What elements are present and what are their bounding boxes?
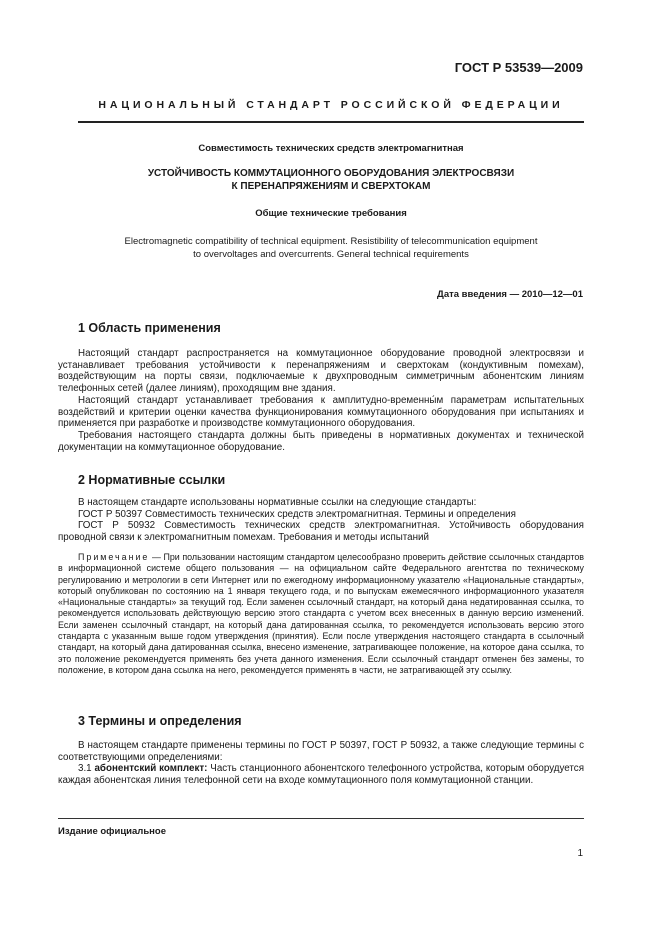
title-main-line1: УСТОЙЧИВОСТЬ КОММУТАЦИОННОГО ОБОРУДОВАНИЯ ЭЛЕКТРОСВЯЗИ <box>147 168 515 179</box>
section-1-body <box>58 348 584 453</box>
section-1-heading: 1 Область применения <box>78 321 221 335</box>
introduction-date: Дата введения — 2010—12—01 <box>437 289 583 300</box>
term-name: абонентский комплект: <box>94 763 208 775</box>
section-3-paragraph-1: В настоящем стандарте применены термины по ГОСТ Р 50397, ГОСТ Р 50932, а также следующие термины с соответствующими определениями: <box>58 740 584 763</box>
footer-rule <box>58 818 584 819</box>
national-standard-title: НАЦИОНАЛЬНЫЙ СТАНДАРТ РОССИЙСКОЙ ФЕДЕРАЦИИ <box>98 99 564 111</box>
title-subtitle: Общие технические требования <box>255 208 407 219</box>
section-1-paragraph-3: Требования настоящего стандарта должны быть приведены в нормативных документах и технической документации на коммутационное оборудование. <box>58 429 584 453</box>
section-3-body <box>58 740 584 787</box>
title-english-line1: Electromagnetic compatibility of technical equipment. Resistibility of telecommunication equipment <box>124 236 538 247</box>
note-text: — При пользовании настоящим стандартом целесообразно проверить действие ссылочных стандартов в информационной системе общего пользования — на официальном сайте Федерального агентства по техническому регулированию и метрологии в сети Интернет или по ежегодному информационному указателю «Национальные стандарты», который опубликован по состоянию на 1 января текущего года, и по выпускам ежемесячного информационного указателя «Национальные стандарты» за текущий год. Если заменен ссылочный стандарт, на который дана недатированная ссылка, то рекомендуется использовать действующую версию этого стандарта с учетом всех внесенных в данную версию изменений. Если заменен ссылочный стандарт, на который дана датированная ссылка, то рекомендуется использовать версию этого стандарта с указанным выше годом утверждения (принятия). Если после утверждения настоящего стандарта в ссылочный стандарт, на который дана датированная ссылка, внесено изменение, затрагивающее положение, на которое дана ссылка, то это положение рекомендуется применять без учета данного изменения. Если ссылочный стандарт отменен без замены, то положение, в котором дана ссылка на него, рекомендуется применять в части, не затрагивающей эту ссылку. <box>58 552 584 675</box>
note-label: Примечание <box>78 552 150 562</box>
section-2-reference-1: ГОСТ Р 50397 Совместимость технических средств электромагнитная. Термины и определения <box>78 508 516 520</box>
section-1-paragraph-1: Настоящий стандарт распространяется на коммутационное оборудование проводной электросвязи и устанавливает требования устойчивости к перенапряжениям и сверхтокам (кондуктивным помехам), воздействующим на порты связи, подключаемые к двухпроводным симметричным абонентским линиям телефонных сетей (далее линиям), проходящим вне здания. <box>58 348 584 395</box>
section-2-paragraph-1: В настоящем стандарте использованы нормативные ссылки на следующие стандарты: <box>78 497 477 508</box>
title-main-line2: К ПЕРЕНАПРЯЖЕНИЯМ И СВЕРХТОКАМ <box>231 181 431 192</box>
section-2-heading: 2 Нормативные ссылки <box>78 473 226 487</box>
term-number: 3.1 <box>78 763 95 775</box>
title-english-line2: to overvoltages and overcurrents. General technical requirements <box>193 249 469 260</box>
page-number: 1 <box>577 848 583 859</box>
edition-label: Издание официальное <box>58 826 166 837</box>
title-english <box>78 235 584 261</box>
standard-number: ГОСТ Р 53539—2009 <box>454 60 583 75</box>
title-subject: Совместимость технических средств электромагнитная <box>198 143 464 154</box>
section-2-note <box>58 552 584 676</box>
section-2-reference-2: ГОСТ Р 50932 Совместимость технических средств электромагнитная. Устойчивость оборудования проводной связи к электромагнитным помехам. Требования и методы испытаний <box>58 520 584 544</box>
section-2-body <box>58 497 584 544</box>
term-definition: Часть станционного абонентского телефонного устройства, которым оборудуется каждая абонентская линия телефонной сети на входе коммутационного поля коммутационной станции. <box>58 763 584 787</box>
title-main <box>78 167 584 193</box>
term-3-1 <box>58 763 584 786</box>
section-3-heading: 3 Термины и определения <box>78 714 242 728</box>
section-1-paragraph-2: Настоящий стандарт устанавливает требования к амплитудно-временны́м параметрам испытательных воздействий и критерии оценки качества функционирования коммутационного оборудования при испытаниях и применяется при разработке и производстве коммутационного оборудования. <box>58 394 584 430</box>
header-rule <box>78 121 584 123</box>
